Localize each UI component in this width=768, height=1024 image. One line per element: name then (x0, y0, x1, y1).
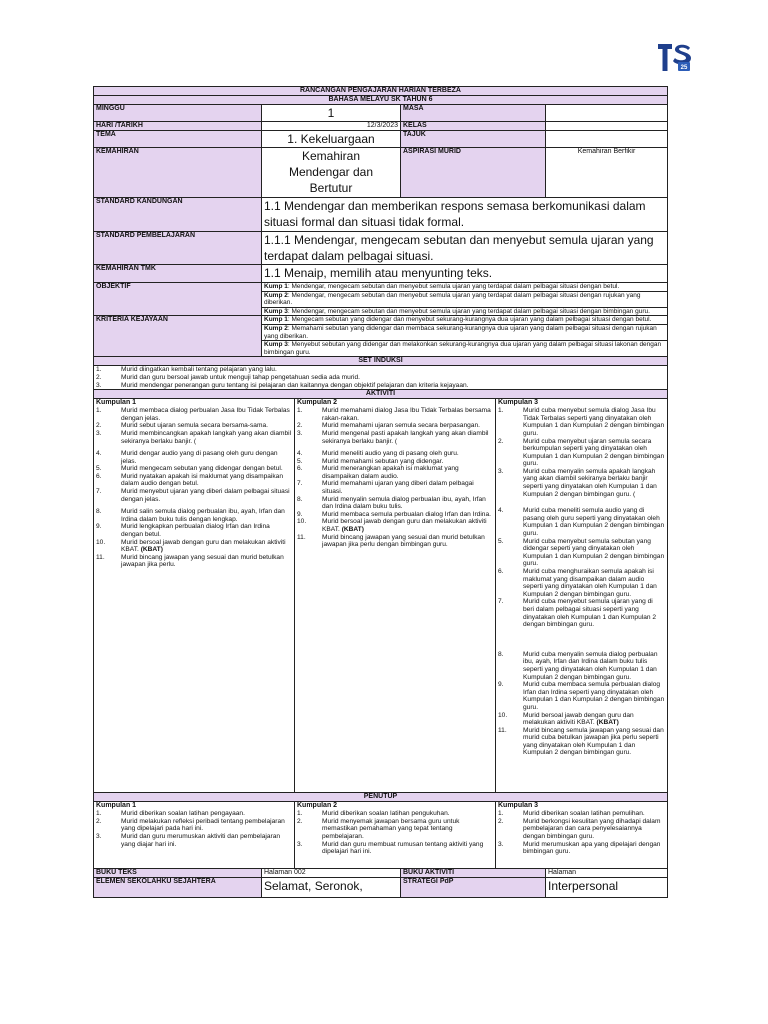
sk-value: 1.1 Mendengar dan memberikan respons semasa berkomunikasi dalam situasi formal dan situasi tidak formal. (262, 198, 668, 232)
aktiviti-table (93, 398, 668, 869)
list-item: 1. Murid cuba menyebut semula dialog Jasa Ibu Tidak Terbalas seperti yang dinyatakan oleh Kumpulan 1 dan Kumpulan 2 dengan bimbingan guru. (498, 407, 665, 437)
plan-subtitle: BAHASA MELAYU SK TAHUN 6 (94, 96, 668, 105)
hari-label: HARI /TARIKH (94, 122, 262, 131)
elemen-label: ELEMEN SEKOLAHKU SEJAHTERA (94, 878, 262, 898)
list-item: 11. Murid bincang jawapan yang sesuai dan murid betulkan jawapan jika perlu dengan bimbingan guru. (297, 533, 485, 549)
footer-table (93, 868, 668, 898)
list-item: 10. Murid bersoal jawab dengan guru dan melakukan aktiviti KBAT. (KBAT) (297, 518, 487, 534)
list-item: 3. Murid dan guru membuat rumusan tentang aktiviti yang dipelajari hari ini. (297, 840, 484, 856)
tema-label: TEMA (94, 131, 262, 148)
kelas-value (546, 122, 668, 131)
buku-teks-value: Halaman 002 (262, 869, 401, 878)
list-item: 3. Murid cuba menyalin semula apakah langkah yang akan diambil sekiranya berlaku banjir seperti yang dinyatakan oleh Kumpulan 1 dan Kumpulan 2 dengan bimbingan guru. ( (498, 467, 657, 498)
sp-value: 1.1.1 Mendengar, mengecam sebutan dan menyebut semula ujaran yang terdapat dalam pelbagai situasi. (262, 232, 668, 265)
kriteria-row-2: Kump 2: Memahami sebutan yang didengar dan membaca sekurang-kurangnya dua ujaran yang dalam pelbagai situasi dengan rujukan yang diberikan. (262, 324, 668, 340)
list-item: 2. Murid memahami ujaran semula secara berpasangan. (297, 422, 480, 430)
group-title: Kumpulan 1 (96, 802, 137, 810)
buku-aktiviti-label: BUKU AKTIVITI (401, 869, 546, 878)
list-item: 2. Murid berkongsi kesulitan yang dihadapi dalam pembelajaran dan cara penyelesaiannya dengan bimbingan guru. (498, 817, 661, 840)
penutup-kumpulan-2 (295, 802, 496, 869)
sk-label: STANDARD KANDUNGAN (94, 198, 262, 232)
list-item: 6. Murid nyatakan apakah isi maklumat yang disampaikan dalam audio dengan betul. (96, 472, 283, 488)
svg-text:25: 25 (680, 65, 688, 71)
tajuk-value (546, 131, 668, 148)
list-item: 5. Murid memahami sebutan yang didengar. (297, 457, 444, 465)
minggu-value: 1 (262, 105, 401, 122)
lesson-plan-sheet (93, 86, 667, 898)
kemahiran-value: Kemahiran Mendengar dan Bertutur (262, 148, 401, 198)
list-item: 2. Murid melakukan refleksi peribadi tentang pembelajaran yang dipelajari pada hari ini. (96, 817, 285, 833)
penutup-kumpulan-3 (496, 802, 668, 869)
tarikh-value: 12/3/2023 (262, 122, 401, 131)
list-item: 2. Murid sebut ujaran semula secara bersama-sama. (96, 422, 268, 430)
strategi-value: Interpersonal (546, 878, 668, 898)
tajuk-label: TAJUK (401, 131, 546, 148)
strategi-label: STRATEGI PdP (401, 878, 546, 898)
elemen-value: Selamat, Seronok, (262, 878, 401, 898)
aspirasi-label: ASPIRASI MURID (401, 148, 546, 198)
buku-aktiviti-value: Halaman (546, 869, 668, 878)
list-item: 1. Murid diberikan soalan latihan pengayaan. (96, 810, 245, 818)
school-logo (656, 40, 692, 74)
list-item: 3. Murid membincangkan apakah langkah yang akan diambil sekiranya berlaku banjir. ( (96, 429, 292, 445)
list-item: 2. Murid cuba menyebut ujaran semula secara berkumpulan seperti yang dinyatakan oleh Kumpulan 1 dan Kumpulan 2 dengan bimbingan guru. (498, 437, 665, 468)
list-item: 1. Murid diingatkan kembali tentang pelajaran yang lalu. (96, 366, 277, 374)
plan-title: RANCANGAN PENGAJARAN HARIAN TERBEZA (94, 87, 668, 96)
list-item: 11. Murid bincang semula jawapan yang sesuai dan murid cuba betulkan jawapan jika perlu seperti yang dinyatakan oleh Kumpulan 1 dan Kumpulan 2 dengan bimbingan guru. (498, 726, 664, 757)
list-item: 8. Murid cuba menyalin semula dialog perbualan ibu, ayah, Irfan dan Irdina dalam buku tulis seperti yang dinyatakan oleh Kumpulan 1 dan Kumpulan 2 dengan bimbingan guru. (498, 650, 658, 681)
list-item: 3. Murid dan guru merumuskan aktiviti dan pembelajaran yang diajar hari ini. (96, 832, 281, 848)
objektif-row-2: Kump 2: Mendengar, mengecam sebutan dan menyebut semula ujaran yang terdapat dalam pelbagai situasi dengan rujukan yang diberikan. (262, 291, 668, 307)
minggu-label: MINGGU (94, 105, 262, 122)
group-title: Kumpulan 3 (498, 399, 539, 407)
list-item: 4. Murid cuba meneliti semula audio yang di pasang oleh guru seperti yang dinyatakan oleh Kumpulan 1 dan Kumpulan 2 dengan bimbingan guru. (498, 507, 665, 538)
list-item: 4. Murid dengar audio yang di pasang oleh guru dengan jelas. (96, 450, 278, 465)
set-induksi-title: SET INDUKSI (94, 357, 668, 366)
list-item: 7. Murid menyebut ujaran yang diberi dalam pelbagai situasi dengan jelas. (96, 488, 290, 503)
kriteria-row-3: Kump 3: Menyebut sebutan yang didengar dan melakonkan sekurang-kurangnya dua ujaran yang dalam pelbagai situasi lakonan dengan bimbingan guru. (262, 341, 668, 357)
list-item: 4. Murid meneliti audio yang di pasang oleh guru. (297, 450, 459, 458)
penutup-title: PENUTUP (94, 793, 668, 802)
group-title: Kumpulan 2 (297, 802, 338, 810)
list-item: 3. Murid mengenal pasti apakah langkah yang akan diambil sekiranya berlaku banjir. ( (297, 429, 489, 445)
list-item: 10. Murid bersoal jawab dengan guru dan melakukan aktiviti KBAT. (KBAT) (96, 538, 286, 554)
aktiviti-kumpulan-2 (295, 399, 496, 793)
penutup-kumpulan-1 (94, 802, 295, 869)
kriteria-row-1: Kump 1: Mengecam sebutan yang didengar dan menyebut sekurang-kurangnya dua ujaran yang dalam pelbagai situasi dengan betul. (262, 316, 668, 325)
group-title: Kumpulan 2 (297, 399, 338, 407)
tmk-value: 1.1 Menaip, memilih atau menyunting teks. (262, 265, 668, 283)
list-item: 9. Murid membaca semula perbualan dialog Irfan dan Irdina. (297, 510, 491, 518)
objektif-row-1: Kump 1: Mendengar, mengecam sebutan dan menyebut semula ujaran yang terdapat dalam pelbagai situasi dengan betul. (262, 283, 668, 292)
masa-value (546, 105, 668, 122)
list-item: 6. Murid menerangkan apakah isi maklumat yang disampaikan dalam audio. (297, 465, 459, 480)
list-item: 9. Murid lengkapkan perbualan dialog Irfan dan Irdina dengan betul. (96, 523, 270, 539)
lesson-plan-table (93, 86, 668, 399)
list-item: 7. Murid memahami ujaran yang diberi dalam pelbagai situasi. (297, 480, 474, 496)
list-item: 6. Murid cuba menghuraikan semula apakah isi maklumat yang disampaikan dalam audio seperti yang dinyatakan oleh Kumpulan 1 dan Kumpulan 2 dengan bimbingan guru. (498, 568, 657, 598)
list-item: 1. Murid membaca dialog perbualan Jasa Ibu Tidak Terbalas dengan jelas. (96, 407, 290, 422)
set-induksi-list (94, 366, 668, 390)
list-item: 11. Murid bincang jawapan yang sesuai dan murid betulkan jawapan jika perlu. (96, 553, 284, 569)
aktiviti-title: AKTIVITI (94, 390, 668, 399)
list-item: 1. Murid diberikan soalan latihan pemulihan. (498, 810, 645, 818)
group-title: Kumpulan 3 (498, 802, 539, 810)
sp-label: STANDARD PEMBELAJARAN (94, 232, 262, 265)
aspirasi-value: Kemahiran Berfikir (546, 148, 668, 198)
list-item: 1. Murid memahami dialog Jasa Ibu Tidak Terbalas bersama rakan-rakan. (297, 407, 491, 422)
list-item: 3. Murid merumuskan apa yang dipelajari dengan bimbingan guru. (498, 840, 661, 856)
list-item: 1. Murid diberikan soalan latihan pengukuhan. (297, 810, 450, 818)
tmk-label: KEMAHIRAN TMK (94, 265, 262, 283)
list-item: 9. Murid cuba membaca semula perbualan dialog Irfan dan Irdina seperti yang dinyatakan oleh Kumpulan 1 dan Kumpulan 2 dengan bimbingan guru. (498, 681, 665, 711)
tema-value: 1. Kekeluargaan (262, 131, 401, 148)
kriteria-label: KRITERIA KEJAYAAN (94, 316, 262, 357)
list-item: 7. Murid cuba menyebut semula ujaran yang di beri dalam pelbagai situasi seperti yang dinyatakan oleh Kumpulan 1 dan Kumpulan 2 dengan bimbingan guru. (498, 598, 657, 629)
group-title: Kumpulan 1 (96, 399, 137, 407)
objektif-label: OBJEKTIF (94, 283, 262, 316)
list-item: 5. Murid cuba menyebut semula sebutan yang didengar seperti yang dinyatakan oleh Kumpulan 1 dan Kumpulan 2 dengan bimbingan guru. (498, 537, 665, 568)
list-item: 8. Murid menyalin semula dialog perbualan ibu, ayah, Irfan dan Irdina dalam buku tulis. (297, 495, 486, 511)
list-item: 8. Murid salin semula dialog perbualan ibu, ayah, Irfan dan Irdina dalam buku tulis dengan lengkap. (96, 508, 285, 523)
kelas-label: KELAS (401, 122, 546, 131)
aktiviti-kumpulan-3 (496, 399, 668, 793)
list-item: 3. Murid mendengar penerangan guru tentang isi pelajaran dan kaitannya dengan objektif pelajaran dan kriteria kejayaan. (96, 381, 469, 389)
buku-teks-label: BUKU TEKS (94, 869, 262, 878)
objektif-row-3: Kump 3: Mendengar, mengecam sebutan dan menyebut semula ujaran yang terdapat dalam pelbagai situasi dengan bimbingan guru. (262, 307, 668, 316)
aktiviti-kumpulan-1 (94, 399, 295, 793)
list-item: 2. Murid menyemak jawapan bersama guru untuk memastikan pemahaman yang tepat tentang pembelajaran. (297, 817, 460, 840)
list-item: 5. Murid mengecam sebutan yang didengar dengan betul. (96, 465, 283, 473)
list-item: 10. Murid bersoal jawab dengan guru dan melakukan aktiviti KBAT. (KBAT) (498, 711, 634, 727)
masa-label: MASA (401, 105, 546, 122)
list-item: 2. Murid dan guru bersoal jawab untuk menguji tahap pengetahuan sedia ada murid. (96, 373, 361, 381)
kemahiran-label: KEMAHIRAN (94, 148, 262, 198)
